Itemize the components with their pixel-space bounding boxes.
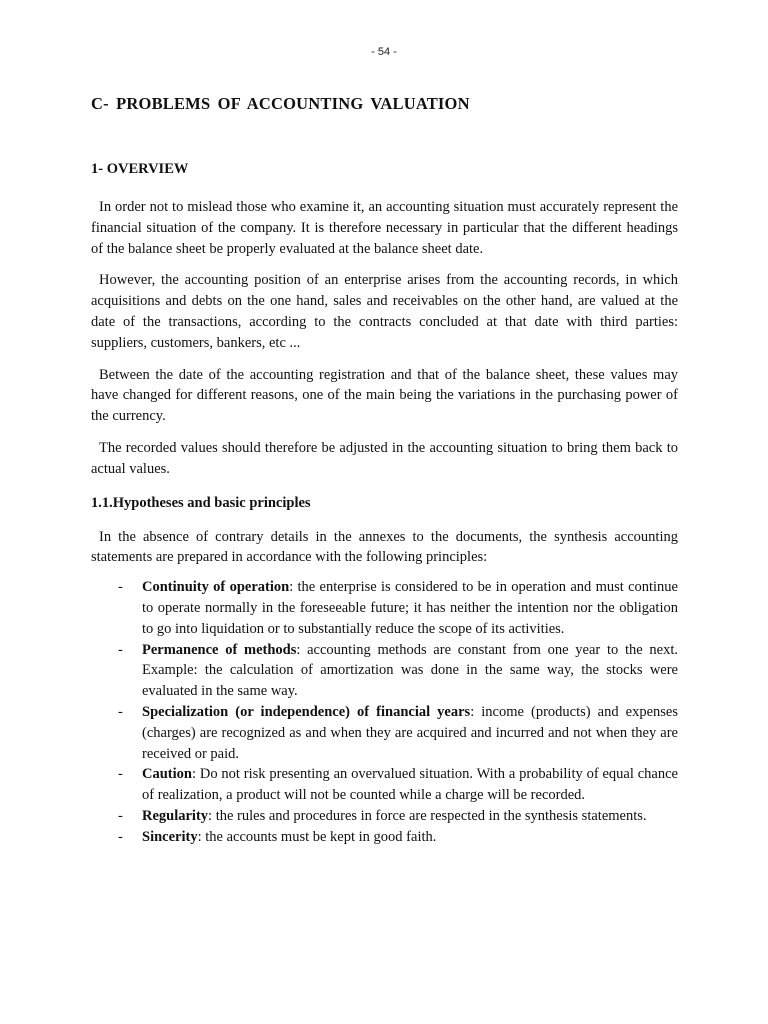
principle-term: Sincerity: [142, 828, 198, 845]
overview-paragraph: The recorded values should therefore be adjusted in the accounting situation to bring them back to actual values.: [91, 439, 678, 477]
principle-description: : income (products) and expenses (charges) are recognized as and when they are acquired and incurred and not when they are received or paid.: [142, 703, 678, 762]
overview-paragraph: Between the date of the accounting registration and that of the balance sheet, these values may have changed for different reasons, one of the main being the variations in the purchasing power of the currency.: [91, 366, 678, 425]
principle-term: Permanence of methods: [142, 641, 297, 658]
subsection-intro: In the absence of contrary details in the annexes to the documents, the synthesis accounting statements are prepared in accordance with the following principles:: [91, 528, 678, 566]
principle-item: [91, 702, 678, 764]
principle-term: Regularity: [142, 807, 209, 824]
principle-item: [91, 640, 678, 702]
principle-term: Caution: [142, 766, 192, 783]
bullet-dash: -: [118, 766, 123, 783]
bullet-dash: -: [118, 807, 123, 824]
principle-item: [91, 764, 678, 806]
page-content: [91, 92, 678, 848]
section-title: C- PROBLEMS OF ACCOUNTING VALUATION: [91, 94, 470, 113]
principle-description: : the enterprise is considered to be in operation and must continue to operate normally in the foreseeable future; it has neither the intention nor the obligation to go into liquidation or to substantially reduce the scope of its activities.: [142, 579, 678, 637]
subsection-heading: 1.1.Hypotheses and basic principles: [91, 494, 311, 511]
principle-description: : Do not risk presenting an overvalued situation. With a probability of equal chance of realization, a product will not be counted while a charge will be recorded.: [142, 766, 678, 804]
principle-term: Continuity of operation: [142, 579, 290, 596]
overview-paragraph: In order not to mislead those who examine it, an accounting situation must accurately represent the financial situation of the company. It is therefore necessary in particular that the different headings of the balance sheet be properly evaluated at the balance sheet date.: [91, 199, 678, 257]
principle-description: : the accounts must be kept in good faith.: [197, 828, 437, 845]
principle-description: : the rules and procedures in force are respected in the synthesis statements.: [208, 807, 647, 824]
bullet-dash: -: [118, 641, 123, 658]
overview-heading: 1- OVERVIEW: [91, 161, 189, 177]
principle-item: [91, 827, 678, 848]
bullet-dash: -: [118, 828, 123, 845]
principle-term: Specialization (or independence) of financial years: [142, 703, 471, 720]
principles-list: [91, 577, 678, 847]
principle-item: [91, 806, 678, 827]
principle-item: [91, 577, 678, 639]
overview-paragraph: However, the accounting position of an enterprise arises from the accounting records, in which acquisitions and debts on the one hand, sales and receivables on the other hand, are valued at the date of the transactions, according to the contracts concluded at that date with third parties: suppliers, customers, bankers, etc ...: [91, 272, 678, 351]
bullet-dash: -: [118, 579, 123, 596]
bullet-dash: -: [118, 703, 123, 720]
principle-description: : accounting methods are constant from one year to the next. Example: the calculation of amortization was done in the same way, the stocks were evaluated in the same way.: [142, 641, 678, 700]
page-number: - 54 -: [371, 46, 397, 58]
